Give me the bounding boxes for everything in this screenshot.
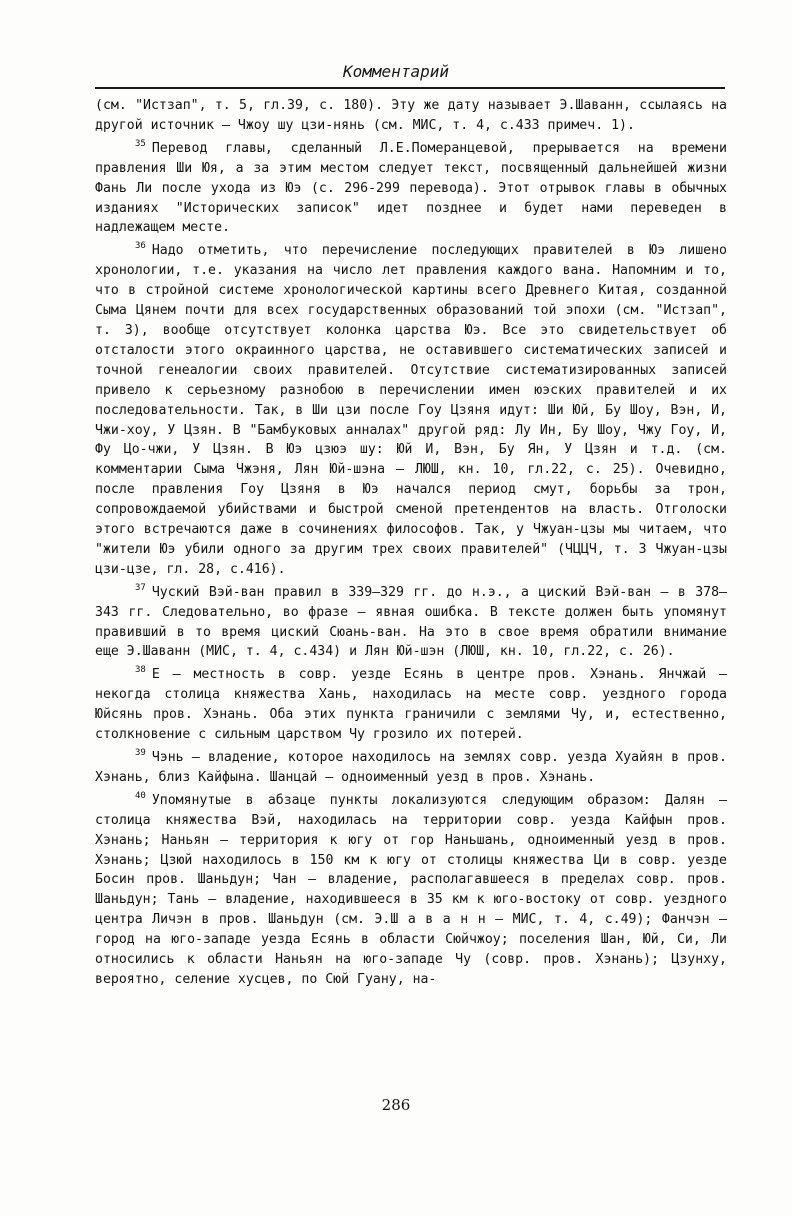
- footnote-paragraph: [95, 241, 727, 579]
- footnote-number: 39: [135, 748, 146, 758]
- footnote-number: 40: [135, 790, 146, 801]
- paragraph-text: Перевод главы, сделанный Л.Е.Померанцевой, прерывается на времени правления Ши Юя, а за этим местом следует текст, посвященный дальнейшей жизни Фань Ли после ухода из Юэ (с. 296-299 перевода). Этот отрывок главы в обычных изданиях "Исторических записок" идет позднее и будет нами переведен в надлежащем месте.: [95, 140, 727, 236]
- page-number: 286: [381, 1096, 411, 1114]
- footnote-number: 38: [135, 665, 146, 676]
- footnote-paragraph: [95, 748, 727, 788]
- footnote-number: 35: [135, 138, 146, 149]
- header-rule: [95, 87, 725, 89]
- footnote-paragraph: [95, 139, 727, 239]
- footnote-paragraph: [95, 665, 727, 745]
- paragraph: [95, 96, 727, 136]
- commentary-body: [95, 96, 727, 993]
- paragraph-text: Надо отметить, что перечисление последующих правителей в Юэ лишено хронологии, т.е. указания на число лет правления каждого вана. Напомним и то, что в стройной системе хронологической картины всего Древнего Китая, созданной Сыма Цянем почти для всех государственных образований той эпохи (см. "Истзап", т. 3), вообще отсутствует колонка царства Юэ. Все это свидетельствует об отсталости этого окраинного царства, не оставившего систематических записей и точной генеалогии своих правителей. Отсутствие систематизированных записей привело к серьезному разнобою в перечислении имен юэских правителей и их последовательности. Так, в Ши цзи после Гоу Цзяня идут: Ши Юй, Бу Шоу, Вэн, И, Чжи-хоу, У Цзян. В "Бамбуковых анналах" другой ряд: Лу Ин, Бу Шоу, Чжу Гоу, И, Фу Цо-чжи, У Цзян. В Юэ цзюэ шу: Юй И, Вэн, Бу Ян, У Цзян и т.д. (см. комментарии Сыма Чжэня, Лян Юй-шэна — ЛЮШ, кн. 10, гл.22, с. 25). Очевидно, после правления Гоу Цзяня в Юэ начался период смут, борьбы за трон, сопровождаемой убийствами и быстрой сменой претендентов на власть. Отголоски этого встречаются даже в сочинениях философов. Так, у Чжуан-цзы мы читаем, что "жители Юэ убили одного за другим трех своих правителей" (ЧЦЦЧ, т. 3 Чжуан-цзы цзи-цзе, гл. 28, с.416).: [95, 243, 727, 577]
- paragraph-text: (см. "Истзап", т. 5, гл.39, с. 180). Эту же дату называет Э.Шаванн, ссылаясь на другой источник — Чжоу шу цзи-нянь (см. МИС, т. 4, с.433 примеч. 1).: [95, 98, 727, 133]
- paragraph-text: Е — местность в совр. уезде Есянь в центре пров. Хэнань. Янчжай — некогда столица княжества Хань, находилась на месте совр. уездного города Юйсянь пров. Хэнань. Оба этих пункта граничили с землями Чу, и, естественно, столкновение с сильным царством Чу грозило их потерей.: [95, 667, 727, 743]
- paragraph-text: Упомянутые в абзаце пункты локализуются следующим образом: Далян — столица княжества Вэй, находилась на территории совр. уезда Кайфын пров. Хэнань; Наньян — территория к югу от гор Наньшань, одноименный уезд в пров. Хэнань; Цзюй находилось в 150 км к югу от столицы княжества Ци в совр. уезде Босин пров. Шаньдун; Чан — владение, располагавшееся в пределах совр. пров. Шаньдун; Тань — владение, находившееся в 35 км к юго-востоку от совр. уездного центра Личэн в пров. Шаньдун (см. Э.Ш а в а н н — МИС, т. 4, с.49); Фанчэн — город на юго-западе уезда Есянь в области Сюйчжоу; поселения Шан, Юй, Си, Ли относились к области Наньян на юго-западе Чу (совр. пров. Хэнань); Цзунху, вероятно, селение хусцев, по Сюй Гуану, на-: [95, 792, 727, 987]
- footnote-paragraph: [95, 791, 727, 990]
- footnote-paragraph: [95, 583, 727, 663]
- footnote-number: 36: [135, 241, 146, 252]
- footnote-number: 37: [135, 582, 146, 593]
- paragraph-text: Чуский Вэй-ван правил в 339–329 гг. до н.э., а циский Вэй-ван — в 378–343 гг. Следовательно, во фразе — явная ошибка. В тексте должен быть упомянут правивший в то время циский Сюань-ван. На это в свое время обратили внимание еще Э.Шаванн (МИС, т. 4, с.434) и Лян Юй-шэн (ЛЮШ, кн. 10, гл.22, с. 26).: [95, 584, 727, 660]
- running-title: Комментарий: [343, 62, 449, 81]
- paragraph-text: Чэнь — владение, которое находилось на землях совр. уезда Хуайян в пров. Хэнань, близ Кайфына. Шанцай — одноименный уезд в пров. Хэнань.: [95, 750, 727, 785]
